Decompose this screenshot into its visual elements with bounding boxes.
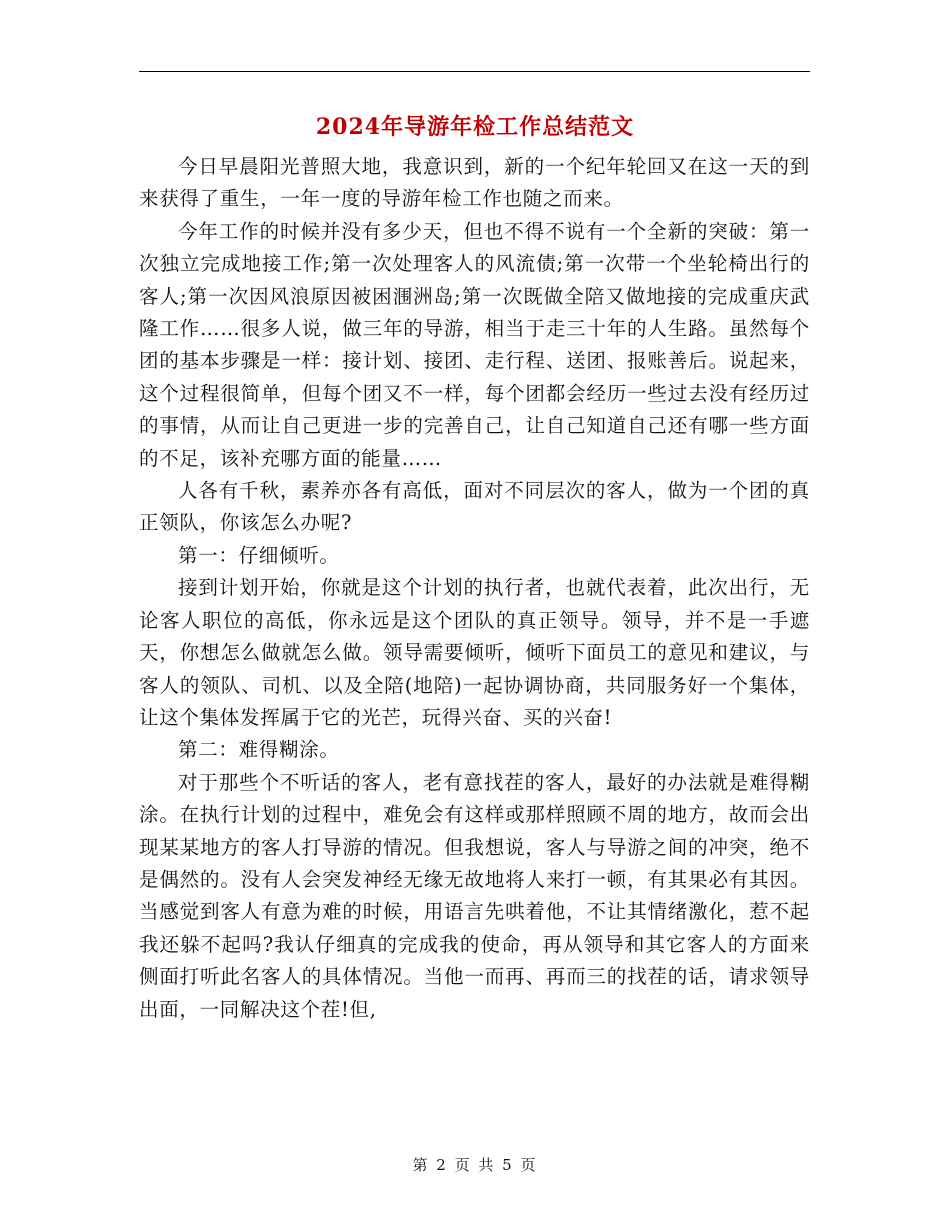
heading-muddle: 第二：难得糊涂。 xyxy=(178,738,340,762)
document-body xyxy=(139,151,810,1026)
header-rule xyxy=(139,71,810,72)
paragraph-intro: 今日早晨阳光普照大地，我意识到，新的一个纪年轮回又在这一天的到来获得了重生，一年一度的导游年检工作也随之而来。 xyxy=(139,155,810,211)
paragraph-listen: 接到计划开始，你就是这个计划的执行者，也就代表着，此次出行，无论客人职位的高低，你永远是这个团队的真正领导。领导，并不是一手遮天，你想怎么做就怎么做。领导需要倾听，倾听下面员工的意见和建议，与客人的领队、司机、以及全陪(地陪)一起协调协商，共同服务好一个集体，让这个集体发挥属于它的光芒，玩得兴奋、买的兴奋! xyxy=(139,576,810,729)
page-number: 第 2 页 共 5 页 xyxy=(412,1156,538,1174)
paragraph-question: 人各有千秋，素养亦各有高低，面对不同层次的客人，做为一个团的真正领队，你该怎么办呢? xyxy=(139,479,810,535)
paragraph-muddle: 对于那些个不听话的客人，老有意找茬的客人，最好的办法就是难得糊涂。在执行计划的过程中，难免会有这样或那样照顾不周的地方，故而会出现某某地方的客人打导游的情况。但我想说，客人与导游之间的冲突，绝不是偶然的。没有人会突发神经无缘无故地将人来打一顿，有其果必有其因。当感觉到客人有意为难的时候，用语言先哄着他，不让其情绪激化，惹不起我还躲不起吗?我认仔细真的完成我的使命，再从领导和其它客人的方面来侧面打听此名客人的具体情况。当他一而再、再而三的找茬的话，请求领导出面，一同解决这个茬!但, xyxy=(139,770,810,1021)
document-title: 2024年导游年检工作总结范文 xyxy=(315,114,635,140)
heading-listen: 第一：仔细倾听。 xyxy=(178,543,340,567)
paragraph-breakthroughs: 今年工作的时候并没有多少天，但也不得不说有一个全新的突破：第一次独立完成地接工作;第一次处理客人的风流债;第一次带一个坐轮椅出行的客人;第一次因风浪原因被困涠洲岛;第一次既做全陪又做地接的完成重庆武隆工作……很多人说，做三年的导游，相当于走三十年的人生路。虽然每个团的基本步骤是一样：接计划、接团、走行程、送团、报账善后。说起来，这个过程很简单，但每个团又不一样，每个团都会经历一些过去没有经历过的事情，从而让自己更进一步的完善自己，让自己知道自己还有哪一些方面的不足，该补充哪方面的能量…… xyxy=(139,219,810,470)
